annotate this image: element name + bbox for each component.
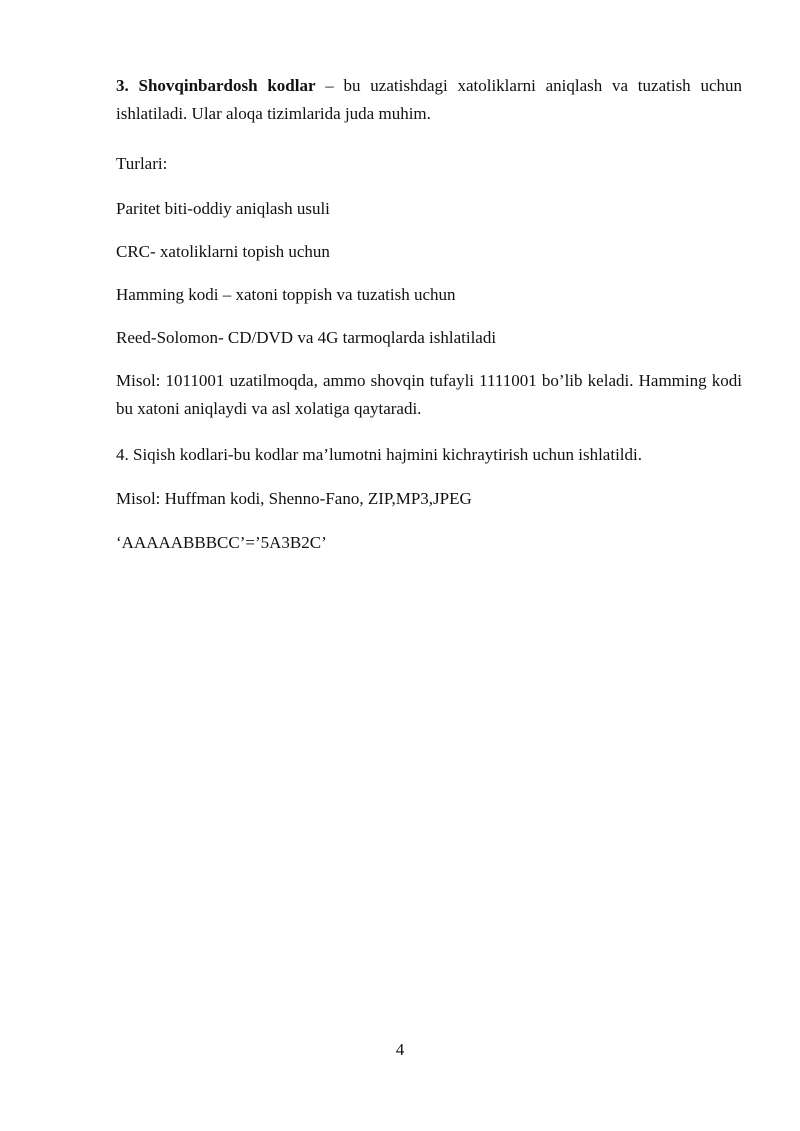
type-item-crc: CRC- xatoliklarni topish uchun <box>116 242 330 261</box>
section-3-intro-paragraph <box>116 72 742 128</box>
type-item-hamming: Hamming kodi – xatoni toppish va tuzatish uchun <box>116 285 456 304</box>
type-item-reed-solomon: Reed-Solomon- CD/DVD va 4G tarmoqlarda ishlatiladi <box>116 328 497 347</box>
section-3-heading: 3. Shovqinbardosh kodlar <box>116 76 316 95</box>
section-3-intro-text: – bu uzatishdagi xatoliklarni aniqlash va tuzatish uchun ishlatiladi. Ular aloqa tizimlarida juda muhim. <box>116 76 742 123</box>
type-item-parity: Paritet biti-oddiy aniqlash usuli <box>116 199 330 218</box>
page-number: 4 <box>395 1040 405 1059</box>
section-4-paragraph: 4. Siqish kodlari-bu kodlar ma’lumotni hajmini kichraytirish uchun ishlatildi. <box>116 445 642 464</box>
compression-example: Misol: Huffman kodi, Shenno-Fano, ZIP,MP3,JPEG <box>116 489 472 508</box>
hamming-example-paragraph: Misol: 1011001 uzatilmoqda, ammo shovqin tufayli 1111001 bo’lib keladi. Hamming kodi bu xatoni aniqlaydi va asl xolatiga qaytaradi. <box>116 371 742 418</box>
types-label: Turlari: <box>116 154 168 173</box>
rle-example: ‘AAAAABBBCC’=’5A3B2C’ <box>116 533 327 552</box>
